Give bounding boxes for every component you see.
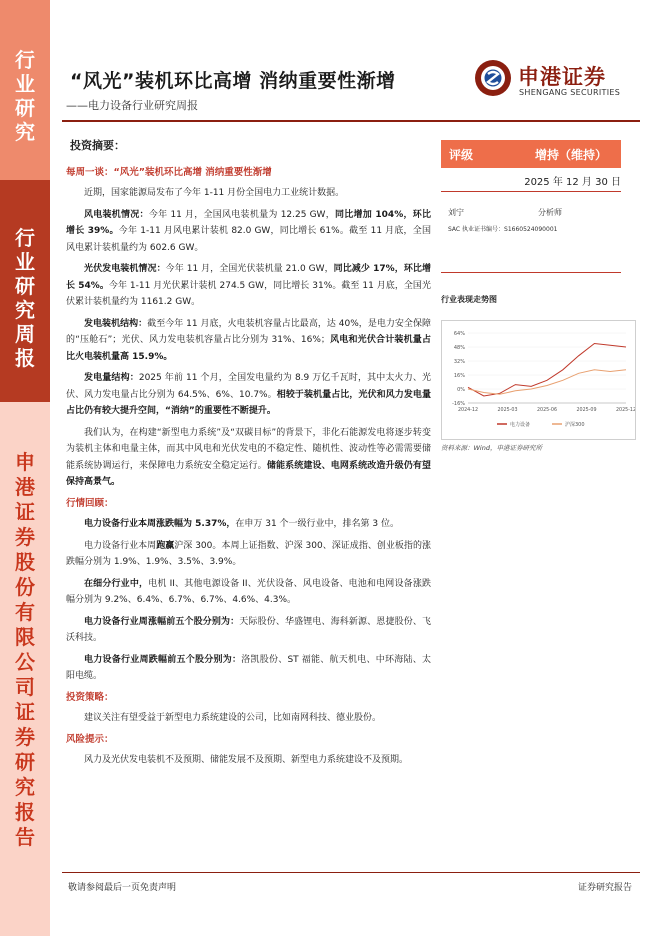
chart-x-tick-label: 2024-12 xyxy=(457,408,479,413)
chart-legend-label: 电力设备 xyxy=(510,422,531,428)
review-paragraph-2 xyxy=(66,538,431,571)
pv-highlight: 同比减少 17%，环比增长 54%。 xyxy=(66,264,431,291)
view-text: 我们认为，在构建“新型电力系统”及“双碳目标”的背景下，非化石能源发电将逐步转变为装机主体和电量主体，而其中风电和光伏发电的不稳定性、随机性、波动性等必需需要储能系统协调运行，来保障电力系统安全稳定运行。 xyxy=(66,427,431,471)
weekly-topic-heading: 每周一谈：“风光”装机环比高增 消纳重要性渐增 xyxy=(66,166,272,178)
analyst-divider xyxy=(441,272,621,273)
chart-x-tick-label: 2025-12 xyxy=(615,408,635,413)
sidebar-report-type-label: 行 业 研 究 周 报 xyxy=(15,226,35,370)
chart-y-tick-label: -16% xyxy=(452,401,465,407)
strategy-heading: 投资策略： xyxy=(66,691,114,703)
company-logo-name: 申港证券 xyxy=(518,65,606,89)
chart-source: 资料来源：Wind，申港证券研究所 xyxy=(441,444,542,452)
chart-x-tick-label: 2025-06 xyxy=(536,408,558,413)
risk-text: 风力及光伏发电装机不及预期、储能发展不及预期、新型电力系统建设不及预期。 xyxy=(84,755,409,765)
company-logo-english: SHENGANG SECURITIES xyxy=(519,88,621,97)
footer-disclaimer: 敬请参阅最后一页免责声明 xyxy=(68,883,177,893)
trend-chart-container xyxy=(441,320,636,440)
generation-highlight: 相较于装机量占比，光伏和风力发电量占比仍有较大提升空间，“消纳”的重要性不断提升。 xyxy=(66,389,431,416)
wind-label: 风电装机情况： xyxy=(84,209,149,220)
review-1-text: 在申万 31 个一级行业中，排名第 3 位。 xyxy=(235,519,399,529)
sidebar-report-type-block xyxy=(0,180,50,402)
generation-paragraph xyxy=(66,370,431,420)
wind-text-2: 今年 1-11 月风电累计装机 82.0 GW，同比增长 61%。截至 11 月底，全国风电累计装机量约为 602.6 GW。 xyxy=(66,226,431,253)
rating-box xyxy=(441,140,621,168)
view-paragraph xyxy=(66,425,431,491)
strategy-text: 建议关注有望受益于新型电力系统建设的公司，比如南网科技、德业股份。 xyxy=(84,713,382,723)
wind-paragraph xyxy=(66,207,431,257)
rating-label: 评级 xyxy=(449,148,474,162)
header-divider xyxy=(62,120,640,122)
review-paragraph-5 xyxy=(66,652,431,685)
structure-text: 截至今年 11 月底，火电装机容量占比最高，达 40%，是电力安全保障的“压舱石”；光伏、风力发电装机容量占比分别为 31%、16%； xyxy=(66,318,431,345)
rating-value: 增持（维持） xyxy=(534,148,607,162)
sidebar-company-label: 申 港 证 券 股 份 有 限 公 司 证 券 研 究 报 告 xyxy=(15,450,35,849)
chart-y-tick-label: 0% xyxy=(457,387,465,393)
review-5-text: 洛凯股份、ST 福能、航天机电、中环海陆、太阳电缆。 xyxy=(66,654,431,681)
view-highlight: 储能系统建设、电网系统改造升级仍有望保持高景气。 xyxy=(66,460,431,487)
pv-label: 光伏发电装机情况： xyxy=(84,264,166,274)
review-paragraph-1 xyxy=(66,516,431,533)
trend-chart xyxy=(442,321,635,439)
review-2-text: 电力设备行业本周 xyxy=(84,540,157,551)
chart-y-tick-label: 64% xyxy=(453,331,465,337)
review-paragraph-3 xyxy=(66,576,431,609)
intro-paragraph xyxy=(66,185,431,202)
review-3-highlight: 在细分行业中， xyxy=(84,578,149,589)
sidebar-category-block xyxy=(0,0,50,180)
intro-text: 近期，国家能源局发布了今年 1-11 月份全国电力工业统计数据。 xyxy=(84,188,345,198)
pv-text-2: 今年 1-11 月光伏累计装机 274.5 GW，同比增长 31%。截至 11 月底，全国光伏累计装机量约为 1161.2 GW。 xyxy=(66,280,431,307)
chart-y-tick-label: 16% xyxy=(453,373,465,379)
review-1-highlight: 电力设备行业本周涨跌幅为 5.37%， xyxy=(84,519,236,529)
analyst-title: 分析师 xyxy=(538,208,562,217)
strategy-paragraph xyxy=(66,710,431,727)
company-logo-icon xyxy=(474,59,512,97)
pv-text: 今年 11 月，全国光伏装机量 21.0 GW， xyxy=(165,264,334,274)
footer-report-type: 证券研究报告 xyxy=(577,883,632,893)
review-2-text-2: 沪深 300。本周上证指数、沪深 300、深证成指、创业板指的涨跌幅分别为 1.9%、1.9%、3.5%、3.9%。 xyxy=(66,540,431,567)
wind-text: 今年 11 月，全国风电装机量为 12.25 GW， xyxy=(148,209,335,220)
structure-label: 发电装机结构： xyxy=(84,318,148,329)
risk-heading: 风险提示： xyxy=(66,733,114,745)
review-heading: 行情回顾： xyxy=(66,497,114,509)
chart-x-tick-label: 2025-03 xyxy=(497,408,518,413)
chart-x-tick-label: 2025-09 xyxy=(576,408,597,413)
chart-legend-label: 沪深300 xyxy=(565,422,585,428)
sidebar-category-label: 行 业 研 究 xyxy=(15,48,35,144)
review-4-text: 天际股份、华盛锂电、海科新源、恩捷股份、飞沃科技。 xyxy=(66,616,431,643)
chart-y-tick-label: 32% xyxy=(453,359,465,365)
review-2-highlight: 跑赢 xyxy=(156,540,175,551)
review-paragraph-4 xyxy=(66,614,431,647)
pv-paragraph xyxy=(66,261,431,311)
report-subtitle: ——电力设备行业研究周报 xyxy=(66,99,198,112)
report-date: 2025 年 12 月 30 日 xyxy=(524,177,621,188)
abstract-heading: 投资摘要： xyxy=(70,139,125,152)
risk-paragraph xyxy=(66,752,431,769)
chart-series-line xyxy=(468,344,626,397)
analyst-name: 刘宁 xyxy=(448,208,464,217)
structure-paragraph xyxy=(66,316,431,366)
wind-highlight: 同比增加 104%，环比增长 39%。 xyxy=(66,209,431,236)
structure-highlight: 风电和光伏合计装机量占比火电装机量高 15.9%。 xyxy=(66,335,431,362)
chart-series-line xyxy=(468,370,626,395)
date-divider xyxy=(441,191,621,192)
review-4-highlight: 电力设备行业周涨幅前五个股分别为： xyxy=(84,616,240,627)
chart-y-tick-label: 48% xyxy=(453,345,465,351)
report-title: “风光”装机环比高增 消纳重要性渐增 xyxy=(70,70,396,92)
review-5-highlight: 电力设备行业周跌幅前五个股分别为： xyxy=(84,654,242,665)
review-3-text: 电机 II、其他电源设备 II、光伏设备、风电设备、电池和电网设备涨跌幅分别为 9.2%、6.4%、6.7%、6.7%、4.6%、4.3%。 xyxy=(66,578,431,605)
trend-chart-label: 行业表现走势图 xyxy=(441,295,497,304)
sidebar-company-block xyxy=(0,402,50,936)
analyst-sac-number: SAC 执业证书编号：S1660524090001 xyxy=(448,226,558,233)
footer-divider xyxy=(62,872,640,873)
generation-label: 发电量结构： xyxy=(84,373,139,383)
generation-text: 2025 年前 11 个月，全国发电量约为 8.9 万亿千瓦时，其中太火力、光伏、风力发电量占比分别为 64.5%、6%、10.7%。 xyxy=(66,373,431,400)
main-content xyxy=(66,138,431,774)
